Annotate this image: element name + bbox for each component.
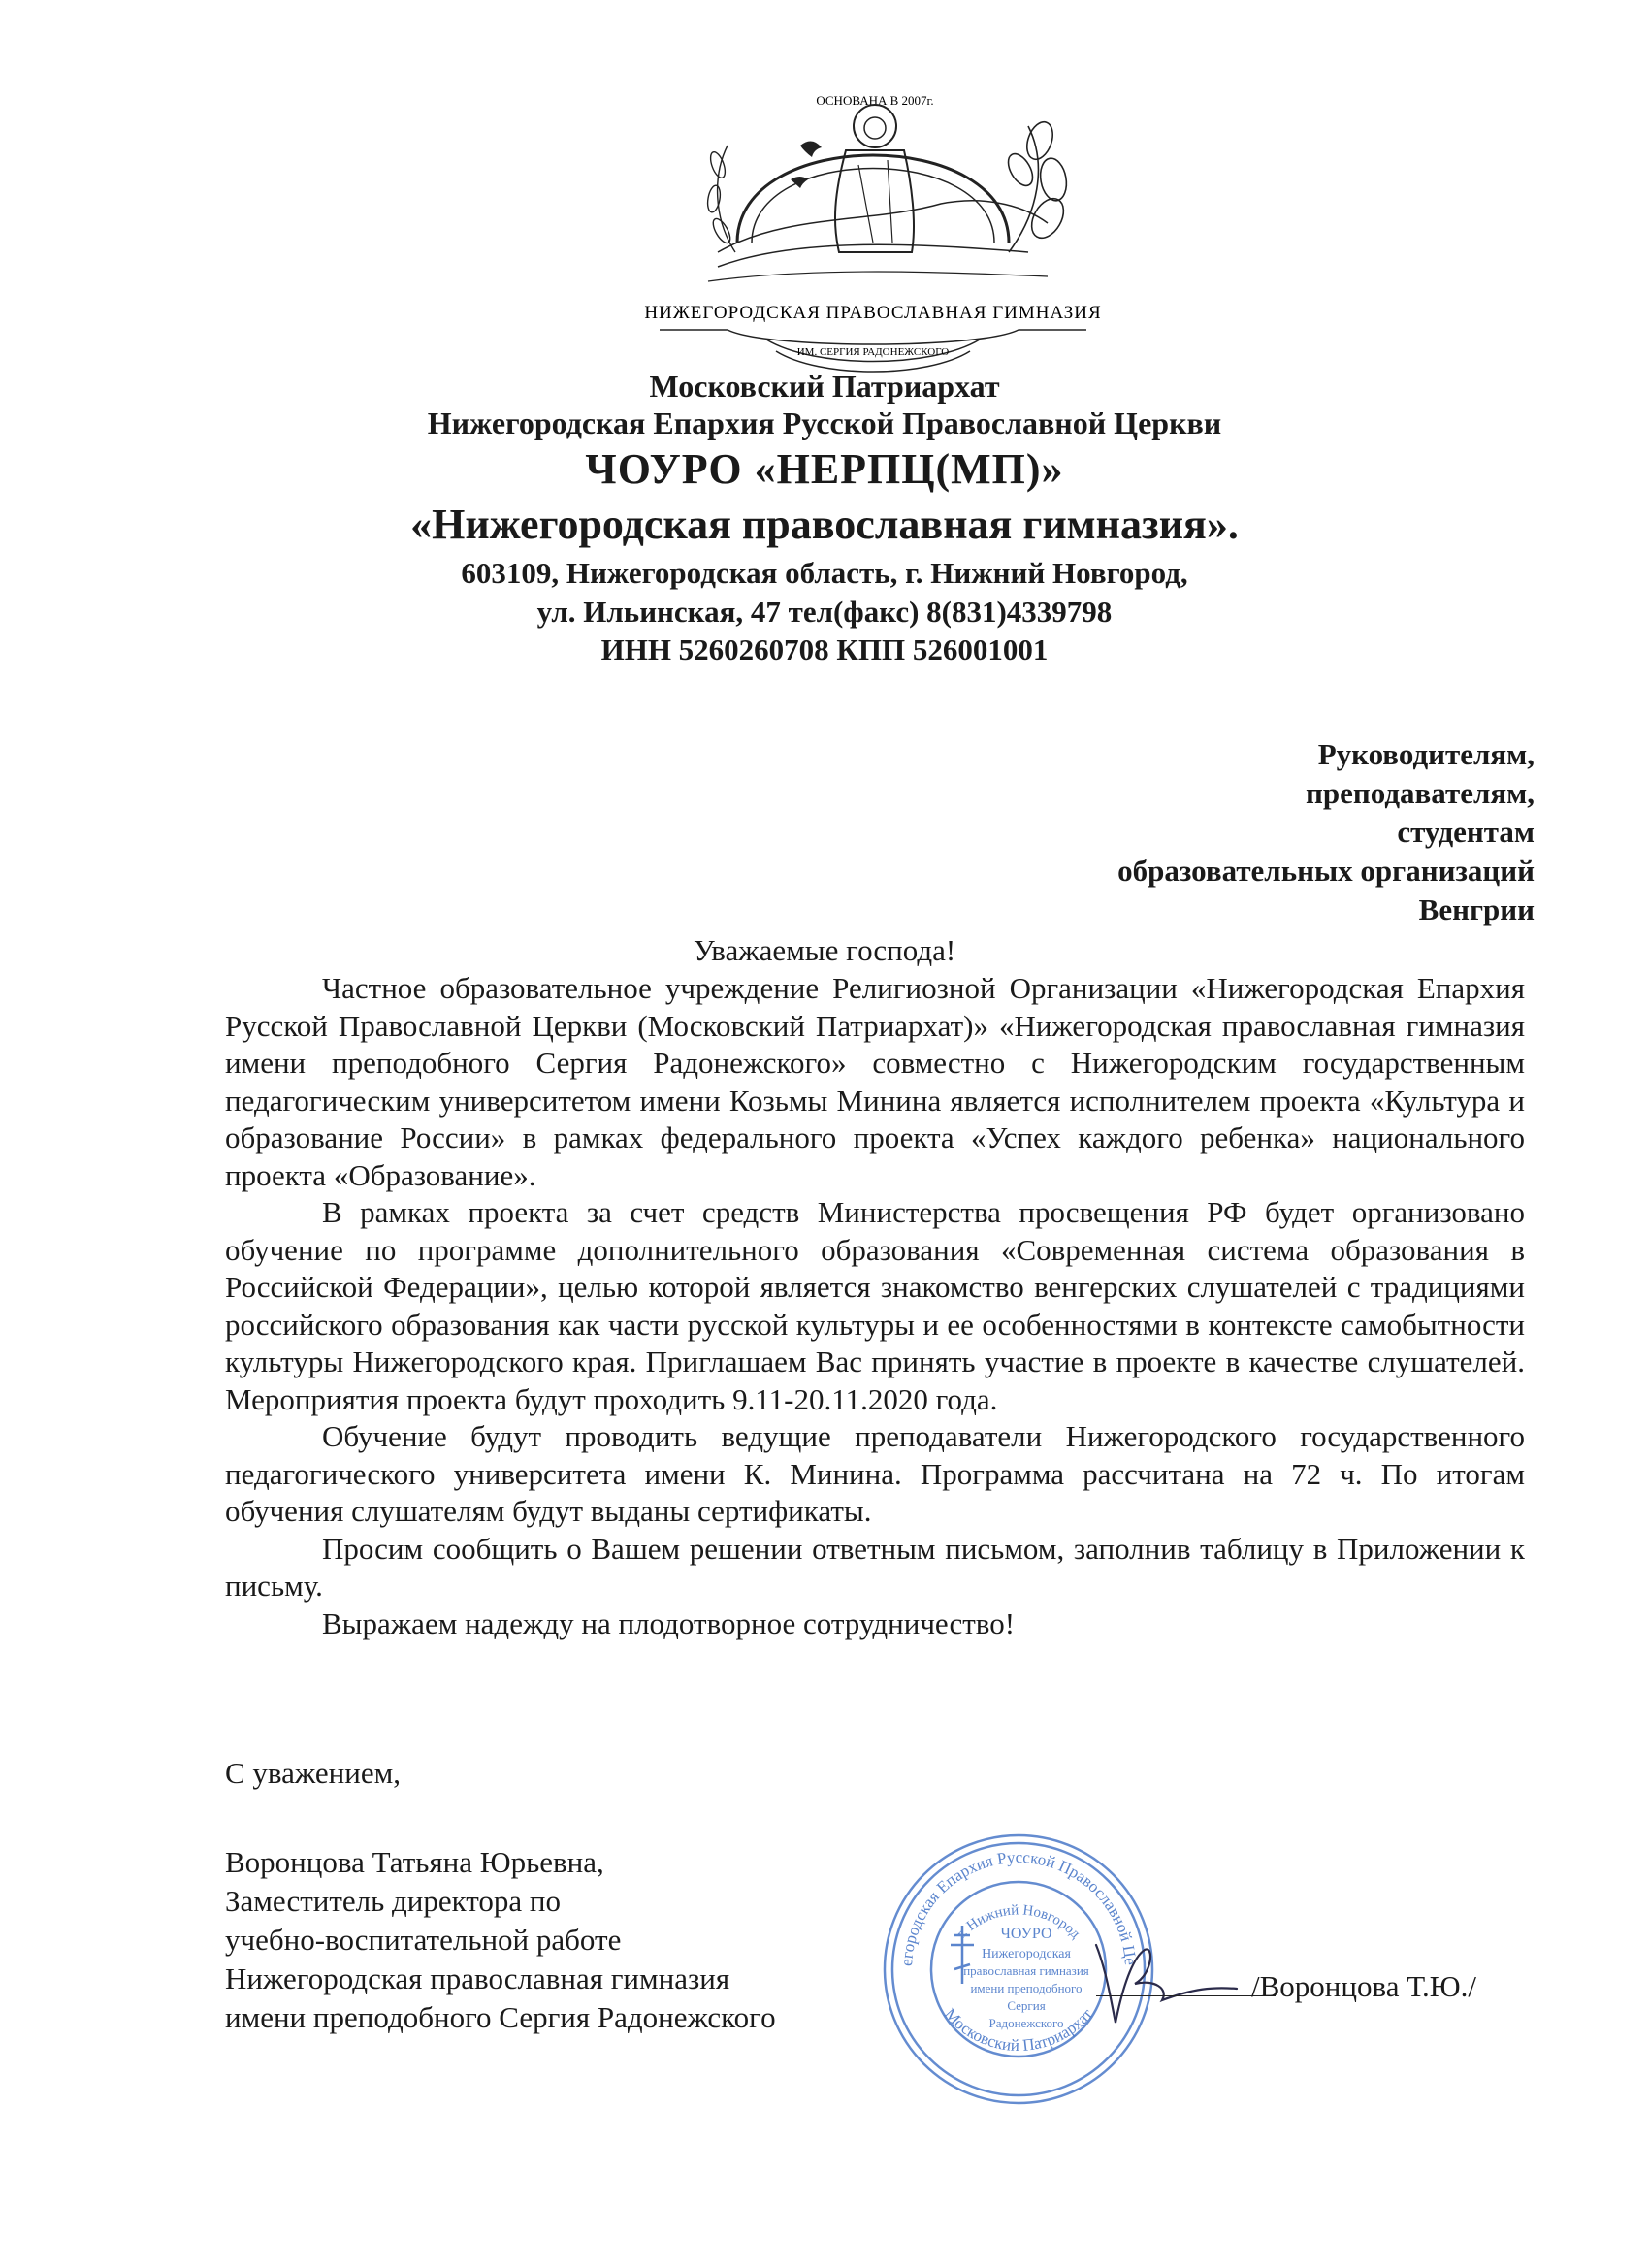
signer-title: Нижегородская православная гимназия — [225, 1961, 730, 1995]
salutation: Уважаемые господа! — [693, 933, 956, 967]
stamp-line: Радонежского — [988, 2016, 1064, 2030]
header-tax-ids: ИНН 5260260708 КПП 526001001 — [600, 632, 1049, 666]
header-patriarchate: Московский Патриархат — [649, 369, 1000, 404]
signer-title: Заместитель директора по — [225, 1884, 562, 1918]
stamp-bottom-text: Московский Патриархат — [940, 2004, 1097, 2056]
addressee-block — [1117, 735, 1535, 929]
stamp-line: Сергия — [1007, 1998, 1046, 2013]
emblem-banner-sub: ИМ. СЕРГИЯ РАДОНЕЖСКОГО — [796, 346, 950, 358]
stamp-city-text: г. Нижний Новгород — [954, 1902, 1083, 1942]
stamp-line: Нижегородская — [982, 1947, 1071, 1961]
emblem-drawing — [621, 58, 1125, 378]
header-address-line1: 603109, Нижегородская область, г. Нижний Новгород, — [461, 556, 1188, 590]
closing: С уважением, — [225, 1756, 401, 1790]
body-paragraph: Обучение будут проводить ведущие преподаватели Нижегородского государственного педагогического университета имени К. Минина. Программа рассчитана на 72 ч. По итогам обучения слушателям будут выданы сертификаты. — [225, 1419, 1525, 1528]
stamp-line: ЧОУРО — [1000, 1926, 1052, 1942]
emblem-founded-text: ОСНОВАНА В 2007г. — [816, 93, 934, 108]
stamp-outer-text: егородская Епархия Русской Православной Це — [897, 1848, 1140, 1967]
handwritten-signature — [1077, 1930, 1242, 2037]
header-address-line2: ул. Ильинская, 47 тел(факс) 8(831)4339798 — [536, 595, 1113, 629]
signature-drawing — [1077, 1930, 1242, 2037]
signer-block — [225, 1843, 776, 2037]
signer-name: Воронцова Татьяна Юрьевна, — [225, 1845, 604, 1879]
body-paragraph: Частное образовательное учреждение Религиозной Организации «Нижегородская Епархия Русской Православной Церкви (Московский Патриархат)» «Нижегородская православная гимназия имени преподобного Сергия Радонежского» совместно с Нижегородским государственным педагогическим университетом имени Козьмы Минина является исполнителем проекта «Культура и образование России» в рамках федерального проекта «Успех каждого ребенка» национального проекта «Образование». — [225, 971, 1525, 1192]
stamp-line: православная гимназия — [963, 1963, 1089, 1978]
addressee-line: Руководителям, — [1317, 737, 1535, 771]
emblem-banner-name: НИЖЕГОРОДСКАЯ ПРАВОСЛАВНАЯ ГИМНАЗИЯ — [644, 303, 1102, 323]
signer-title: имени преподобного Сергия Радонежского — [225, 2000, 776, 2034]
addressee-line: студентам — [1397, 815, 1535, 849]
stamp-line: имени преподобного — [970, 1981, 1083, 1995]
header-eparchy: Нижегородская Епархия Русской Православной Церкви — [427, 405, 1222, 440]
addressee-line: Венгрии — [1418, 892, 1535, 926]
body-paragraph: Выражаем надежду на плодотворное сотрудничество! — [322, 1605, 1016, 1640]
body-paragraph: В рамках проекта за счет средств Министерства просвещения РФ будет организовано обучение по программе дополнительного образования «Современная система образования в Российской Федерации», целью которой является знакомство венгерских слушателей с традициями российского образования как части русской культуры и ее особенностями в контексте самобытности культуры Нижегородского края. Приглашаем Вас принять участие в проекте в качестве слушателей. Мероприятия проекта будут проходить 9.11-20.11.2020 года. — [225, 1195, 1525, 1416]
header-org-name: «Нижегородская православная гимназия». — [410, 501, 1239, 548]
body-paragraph: Просим сообщить о Вашем решении ответным письмом, заполнив таблицу в Приложении к письму. — [225, 1531, 1525, 1603]
addressee-line: образовательных организаций — [1117, 854, 1535, 888]
signature-line — [1096, 1995, 1276, 1996]
letter-body — [225, 970, 1525, 1642]
signer-title: учебно-воспитательной работе — [225, 1923, 622, 1957]
signature-name: /Воронцова Т.Ю./ — [1251, 1969, 1477, 2003]
gymnasium-emblem — [621, 58, 1125, 378]
addressee-line: преподавателям, — [1306, 776, 1535, 810]
header-org-short: ЧОУРО «НЕРПЦ(МП)» — [585, 445, 1064, 493]
